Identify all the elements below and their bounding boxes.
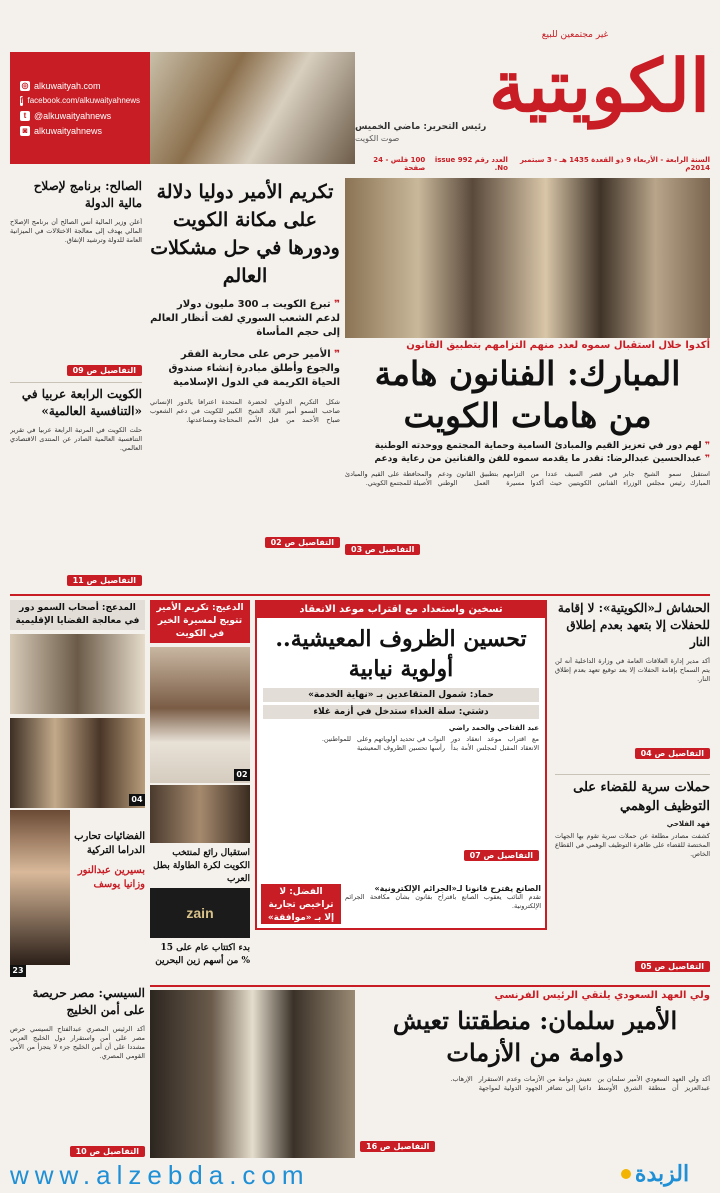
lead-body: استقبل سمو الشيخ جابر المبارك رئيس مجلس الوزراء في قصر السيف عددا من الفنانين الكويتيين حيث أكدوا التزامهم بتطبيق القانون ودعم مسيرة العمل الوطني والمحافظة على القيم والمبادئ الأصيلة للمجتمع الكويتي. (345, 470, 710, 487)
sisi-body: أكد الرئيس المصري عبدالفتاح السيسي حرص مصر على أمن واستقرار دول الخليج العربي مشددا على أن أمن الخليج جزء لا يتجزأ من الأمن القومي المصري. (10, 1025, 145, 1060)
hashish-story (555, 600, 710, 770)
campaign-author: فهد الفلاحي (666, 820, 710, 828)
masthead-tagline: رئيس التحرير: ماضي الخميس (355, 122, 487, 132)
zain-story (150, 888, 250, 983)
drama-photo (10, 810, 70, 965)
ranking-story (10, 386, 142, 586)
football-photo (150, 785, 250, 843)
hashish-more-link[interactable]: التفاصيل ص 04 (635, 748, 710, 759)
hashish-body: أكد مدير إدارة العلاقات العامة في وزارة الداخلية أنه لن يتم السماح بإقامة الحفلات إلا بعد توقيع تعهد بعدم إطلاق النار. (555, 657, 710, 683)
salman-body: أكد ولي العهد السعودي الأمير سلمان بن عبدالعزيز أن منطقة الشرق الأوسط تعيش دوامة من الأزمات وعدم الاستقرار داعيا إلى تضافر الجهود الدولية لمواجهة الإرهاب. (450, 1075, 710, 1092)
duaij-story (150, 600, 250, 780)
social-twitter[interactable] (20, 108, 140, 123)
mudaij-page-num: 04 (129, 794, 145, 806)
campaign-body: كشفت مصادر مطلعة عن حملات سرية تقوم بها الجهات المختصة للقضاء على ظاهرة التوظيف الوهمي في القطاع الخاص. (555, 832, 710, 858)
ranking-headline: الكويت الرابعة عربيا في «التنافسية العالمية» (21, 387, 142, 418)
pension-ribbon: تسخين واستعداد مع اقتراب موعد الانعقاد (257, 602, 545, 618)
footer-logo (600, 1158, 710, 1190)
footer-logo-text: الزبدة (634, 1161, 690, 1187)
section-rule (150, 985, 710, 987)
sisi-headline: السيسي: مصر حريصة على أمن الخليج (32, 986, 145, 1017)
mudaij-headline: المدعج: أصحاب السمو دور في معالجة القضايا الإقليمية (10, 600, 145, 630)
facebook-icon: f (20, 95, 24, 105)
social-web-label: alkuwaityah.com (34, 80, 101, 91)
lead-more-link[interactable]: التفاصيل ص 03 (345, 544, 420, 555)
lead-photo (345, 178, 710, 338)
zain-headline: بدء اكتتاب عام على 15 % من أسهم زين البحرين (155, 943, 250, 966)
social-web[interactable] (20, 78, 140, 93)
social-facebook-label: facebook.com/alkuwaityahnews (27, 96, 140, 105)
issue-strip (355, 156, 710, 172)
sisi-more-link[interactable]: التفاصيل ص 10 (70, 1146, 145, 1157)
lead-kicker: أكدوا خلال استقبال سموه لعدد منهم التزامهم بتطبيق القانون (406, 340, 710, 351)
duaij-page-num: 02 (234, 769, 250, 781)
ranking-body: حلت الكويت في المرتبة الرابعة عربيا في تقرير التنافسية العالمية الصادر عن المنتدى الاقتصادي العالمي. (10, 426, 142, 452)
drama-story (10, 810, 145, 980)
saleh-body: أعلن وزير المالية أنس الصالح أن برنامج الإصلاح المالي يهدف إلى معالجة الاختلالات في الميزانية العامة للدولة وترشيد الإنفاق. (10, 218, 142, 244)
masthead-subtag: صوت الكويت (355, 134, 400, 143)
pension-more-link[interactable]: التفاصيل ص 07 (464, 850, 539, 861)
law-body: تقدم النائب يعقوب الصانع باقتراح بقانون بشأن مكافحة الجرائم الإلكترونية. (345, 893, 541, 910)
masthead (355, 30, 710, 150)
law-right-headline: الصانع يقترح قانونا لـ«الجرائم الإلكترونية» (374, 884, 541, 893)
salman-kicker: ولي العهد السعودي يلتقي الرئيس الفرنسي (494, 990, 710, 1001)
lead-bullet-1: ❞ لهم دور في تعزيز القيم والمبادئ السامية وحماية المجتمع ووحدته الوطنية (345, 441, 710, 451)
lead-headline-1: المبارك: الفنانون هامة (374, 354, 681, 393)
drama-headline: الفضائيات تحارب الدراما التركية (74, 831, 145, 856)
duaij-headline: الدعيج: تكريم الأمير تتويج لمسيرة الخير في الكويت (150, 600, 250, 643)
footer-watermark[interactable]: www.alzebda.com (10, 1160, 310, 1190)
mudaij-photo-2 (10, 718, 145, 808)
lead-bullet-2: ❞ عبدالحسين عبدالرضا: نقدر ما يقدمه سموه للفن والفنانين من رعاية ودعم (345, 454, 710, 464)
section-rule (10, 594, 710, 596)
emir-bullet-1: ❞ تبرع الكويت بـ 300 مليون دولار لدعم الشعب السوري لفت أنظار العالم إلى حجم المأساة (150, 298, 340, 340)
masthead-logo: الكويتية (489, 43, 710, 128)
pension-box (255, 600, 547, 930)
pension-sub-2: دشتي: سلة الغذاء ستدخل في أزمة غلاء (263, 705, 539, 719)
saleh-more-link[interactable]: التفاصيل ص 09 (67, 365, 142, 376)
law-left-headline: الفضل: لا تراخيص تجارية إلا بـ «موافقة» (261, 884, 341, 924)
twitter-icon: t (20, 111, 30, 121)
social-facebook[interactable] (20, 93, 140, 108)
saleh-headline: الصالح: برنامج لإصلاح مالية الدولة (33, 179, 142, 210)
hashish-headline: الحشاش لـ«الكويتية»: لا إقامة للحفلات إلا بتعهد بعدم إطلاق النار (557, 601, 710, 649)
saleh-story (10, 178, 142, 378)
ranking-more-link[interactable]: التفاصيل ص 11 (67, 575, 142, 586)
emir-story (150, 178, 340, 578)
pension-body: مع اقتراب موعد انعقاد دور الانعقاد المقبل لمجلس الأمة بدأ النواب في تحديد أولوياتهم وعلى رأسها تحسين الظروف المعيشية للمواطنين. (321, 735, 539, 752)
campaign-headline: حملات سرية للقضاء على التوظيف الوهمي (573, 780, 710, 814)
social-instagram-label: alkuwaityahnews (34, 125, 103, 136)
mudaij-photo-1 (10, 634, 145, 714)
football-headline: استقبال رائع لمنتخب الكويت لكرة الطاولة بطل العرب (153, 848, 250, 884)
social-box (10, 52, 150, 164)
pension-sub-1: حماد: شمول المتقاعدين بـ «نهاية الخدمة» (263, 688, 539, 702)
pension-headline-1: تحسين الظروف المعيشية.. (275, 626, 527, 652)
zain-logo (150, 888, 250, 938)
pension-headline-2: أولوية نيابية (348, 656, 454, 682)
sisi-story (10, 985, 145, 1155)
campaign-story (555, 778, 710, 978)
emir-bullet-2: ❞ الأمير حرص على محاربة الفقر والجوع وأطلق مبادرة إنشاء صندوق الحياة الكريمة في الدول الإسلامية (150, 348, 340, 390)
divider (10, 382, 142, 383)
salman-headline-2: دوامة من الأزمات (446, 1038, 624, 1067)
emir-more-link[interactable]: التفاصيل ص 02 (265, 537, 340, 548)
emir-photo (150, 52, 355, 164)
lead-headline-2: من هامات الكويت (403, 396, 652, 435)
football-story (150, 785, 250, 885)
salman-story (360, 990, 710, 1158)
campaign-more-link[interactable]: التفاصيل ص 05 (635, 961, 710, 972)
emir-body: شكل التكريم الدولي لحضرة صاحب السمو أمير البلاد الشيخ صباح الأحمد من قبل الأمم المتحدة اعترافا بالدور الإنساني الكبير للكويت في دعم الشعوب المحتاجة ومساعدتها. (150, 398, 340, 424)
issue-no: العدد رقم 992 issue No. (434, 156, 508, 172)
salman-headline-1: الأمير سلمان: منطقتنا تعيش (392, 1006, 678, 1035)
globe-icon: ◎ (21, 80, 29, 90)
salman-photo (150, 990, 355, 1158)
issue-price: 100 فلس - 24 صفحة (373, 156, 426, 172)
duaij-photo (150, 647, 250, 783)
social-twitter-label: @alkuwaityahnews (34, 110, 112, 121)
drama-names: بسيرين عبدالنور وزانيا يوسف (77, 865, 145, 890)
salman-more-link[interactable]: التفاصيل ص 16 (360, 1141, 435, 1152)
pension-author: عبد الفتاحي والحمد راضي (448, 724, 539, 732)
issue-line: السنة الرابعة - الأربعاء 9 ذو القعدة 1435 هـ - 3 سبتمبر 2014م (519, 156, 710, 172)
instagram-icon: ◙ (20, 126, 30, 136)
masthead-ribbon: غير مجتمعين للبيع (541, 30, 609, 40)
law-strip (261, 884, 541, 924)
zain-logo-text: zain (186, 905, 214, 921)
divider (555, 774, 710, 775)
social-instagram[interactable] (20, 123, 140, 138)
logo-mark-icon (621, 1169, 631, 1179)
drama-text (73, 830, 145, 892)
lead-story (345, 340, 710, 585)
law-right (345, 884, 541, 924)
mudaij-story (10, 600, 145, 805)
drama-page-num: 23 (10, 965, 26, 977)
emir-headline: تكريم الأمير دوليا دلالة على مكانة الكويت ودورها في حل مشكلات العالم (150, 181, 340, 287)
